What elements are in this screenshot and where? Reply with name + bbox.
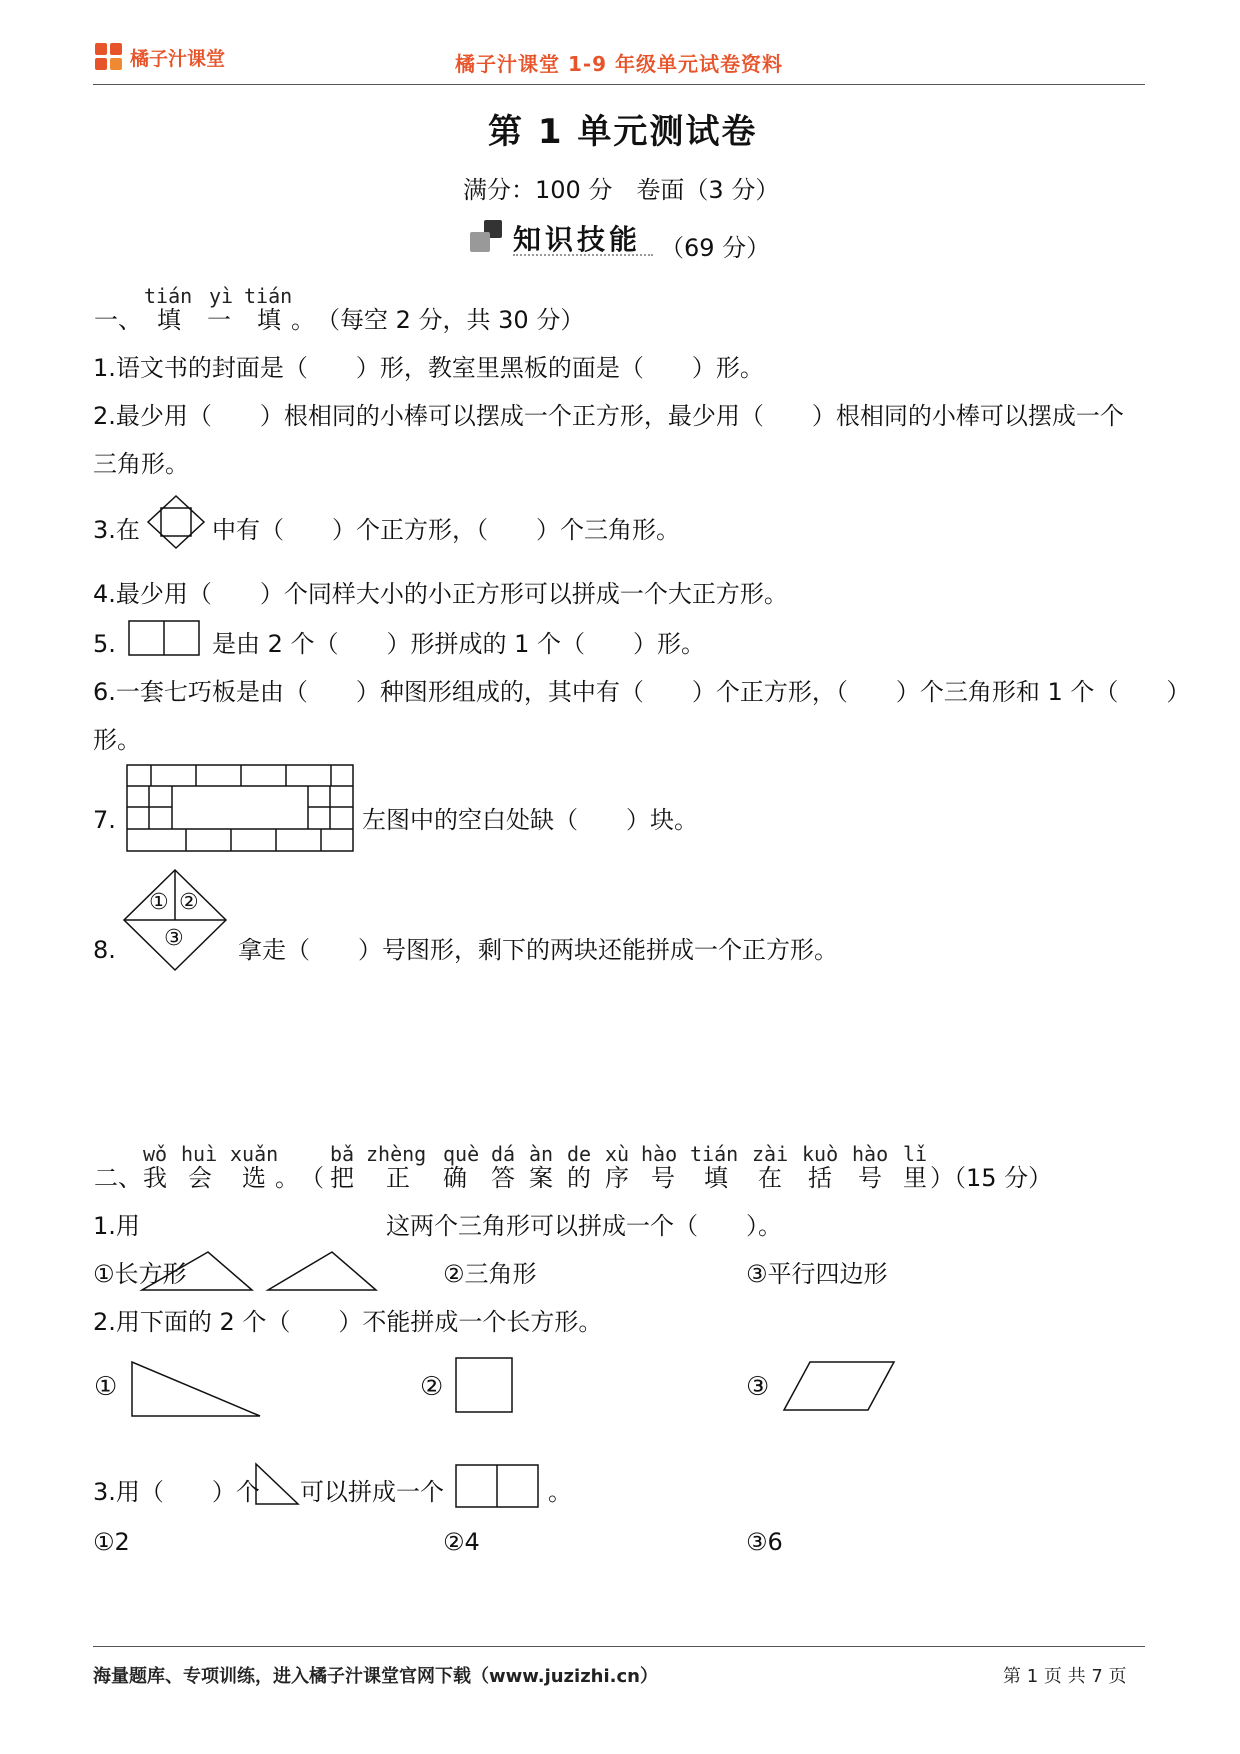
logo-text: 橘子汁课堂 — [130, 48, 226, 70]
q2-2-label-1: ① — [94, 1372, 118, 1402]
part1-heading-char: 一 — [207, 306, 231, 334]
part2-heading-char: 号 — [651, 1164, 675, 1192]
parallelogram-figure — [782, 1360, 896, 1412]
part2-pinyin: xuǎn — [230, 1142, 279, 1166]
option-2-3-a: ①2 — [93, 1528, 130, 1556]
part1-heading-char: 。 — [291, 306, 315, 334]
footer-divider — [93, 1646, 1145, 1647]
part2-heading-char: 号 — [858, 1164, 882, 1192]
part2-heading-char: 的 — [567, 1164, 591, 1192]
orange-logo-icon — [95, 43, 125, 73]
part2-pinyin: dá — [491, 1142, 516, 1166]
part2-heading-char: 我 — [143, 1164, 167, 1192]
page-subtitle: 满分：100 分 卷面（3 分） — [463, 176, 780, 204]
section-badge-label: 知识技能 — [513, 223, 642, 256]
q8-label-2: ② — [179, 890, 199, 915]
part2-pinyin: què — [443, 1142, 480, 1166]
small-triangle-figure — [254, 1462, 300, 1506]
header-divider — [93, 84, 1145, 85]
part2-heading-char: 填 — [704, 1164, 728, 1192]
question-1-6: 6.一套七巧板是由（ ）种图形组成的，其中有（ ）个正方形，（ ）个三角形和 1 个（ ） — [93, 678, 1191, 706]
part2-pinyin: huì — [181, 1142, 218, 1166]
part2-heading-char: 确 — [443, 1164, 467, 1192]
part1-heading-note: （每空 2 分，共 30 分） — [316, 306, 585, 334]
part2-heading-number: 二、 — [94, 1164, 142, 1192]
q2-2-label-3: ③ — [746, 1372, 770, 1402]
two-squares-figure — [455, 1464, 539, 1508]
part2-heading-char: 答 — [491, 1164, 515, 1192]
part2-heading-char: 正 — [386, 1164, 410, 1192]
part2-heading-char: 会 — [188, 1164, 212, 1192]
part1-heading-number: 一、 — [94, 306, 142, 334]
part2-pinyin: bǎ — [330, 1142, 355, 1166]
part2-heading-char: 在 — [758, 1164, 782, 1192]
page-number: 第 1 页 共 7 页 — [1003, 1666, 1127, 1687]
part1-pinyin-1: tián — [144, 284, 193, 308]
part2-heading-score: ）（15 分） — [930, 1164, 1053, 1192]
part1-pinyin-2: yì — [209, 284, 234, 308]
part1-pinyin-3: tián — [244, 284, 293, 308]
question-1-3: 中有（ ）个正方形，（ ）个三角形。 — [212, 516, 680, 544]
part2-pinyin: kuò — [802, 1142, 839, 1166]
question-2-3-a: 3.用（ ）个 — [93, 1478, 260, 1506]
part2-pinyin: xù — [605, 1142, 630, 1166]
part2-pinyin: tián — [690, 1142, 739, 1166]
part1-heading-char: 填 — [157, 306, 181, 334]
square-in-diamond-figure — [146, 494, 206, 550]
question-1-7-prefix: 7. — [93, 806, 116, 834]
section-badge-score: （69 分） — [660, 234, 771, 262]
question-2-1: 这两个三角形可以拼成一个（ ）。 — [386, 1212, 782, 1240]
part2-heading-char: 选 — [242, 1164, 266, 1192]
footer-text: 海量题库、专项训练，进入橘子汁课堂官网下载（www.juzizhi.cn） — [93, 1666, 658, 1687]
question-1-4: 4.最少用（ ）个同样大小的小正方形可以拼成一个大正方形。 — [93, 580, 788, 608]
question-1-1: 1.语文书的封面是（ ）形，教室里黑板的面是（ ）形。 — [93, 354, 764, 382]
right-triangle-figure — [130, 1360, 262, 1418]
two-triangles-figure — [140, 1248, 380, 1292]
option-2-3-b: ②4 — [443, 1528, 480, 1556]
part1-heading-char: 填 — [257, 306, 281, 334]
question-1-5: 是由 2 个（ ）形拼成的 1 个（ ）形。 — [212, 630, 706, 658]
part2-heading-char: 括 — [808, 1164, 832, 1192]
question-1-8-prefix: 8. — [93, 936, 116, 964]
part2-pinyin: wǒ — [143, 1142, 168, 1166]
diamond-three-pieces-figure — [122, 868, 228, 972]
q8-label-1: ① — [149, 890, 169, 915]
part2-pinyin: hào — [852, 1142, 889, 1166]
part2-pinyin: hào — [641, 1142, 678, 1166]
option-2-1-b: ②三角形 — [443, 1260, 537, 1288]
section-badge-underline — [513, 254, 653, 256]
brick-wall-figure — [126, 764, 354, 852]
part2-heading-char: 里 — [903, 1164, 927, 1192]
part2-pinyin: lǐ — [903, 1142, 928, 1166]
part2-pinyin: àn — [529, 1142, 554, 1166]
question-1-5-prefix: 5. — [93, 630, 116, 658]
question-2-2: 2.用下面的 2 个（ ）不能拼成一个长方形。 — [93, 1308, 603, 1336]
question-1-3-prefix: 3.在 — [93, 516, 140, 544]
part2-heading-paren: （ — [300, 1164, 324, 1192]
two-squares-rectangle-figure — [128, 620, 200, 656]
question-1-8: 拿走（ ）号图形，剩下的两块还能拼成一个正方形。 — [238, 936, 838, 964]
option-2-3-c: ③6 — [746, 1528, 783, 1556]
part2-heading-char: 序 — [605, 1164, 629, 1192]
part2-pinyin: zài — [752, 1142, 789, 1166]
page-title: 第 1 单元测试卷 — [488, 112, 758, 152]
question-1-2-cont: 三角形。 — [93, 450, 189, 478]
q2-2-label-2: ② — [420, 1372, 444, 1402]
part2-pinyin: zhèng — [366, 1142, 427, 1166]
part2-heading-char: 案 — [529, 1164, 553, 1192]
part2-pinyin: de — [567, 1142, 592, 1166]
question-2-1-prefix: 1.用 — [93, 1212, 140, 1240]
question-1-2: 2.最少用（ ）根相同的小棒可以摆成一个正方形，最少用（ ）根相同的小棒可以摆成一个 — [93, 402, 1124, 430]
option-2-1-a: ①长方形 — [93, 1260, 187, 1288]
part2-heading-char: 。 — [275, 1164, 299, 1192]
part2-heading-char: 把 — [330, 1164, 354, 1192]
q8-label-3: ③ — [164, 926, 184, 951]
section-badge-icon — [470, 220, 504, 252]
question-1-7: 左图中的空白处缺（ ）块。 — [362, 806, 698, 834]
question-2-3-c: 。 — [548, 1478, 572, 1506]
square-figure — [454, 1356, 514, 1414]
header-title: 橘子汁课堂 1-9 年级单元试卷资料 — [455, 52, 784, 76]
option-2-1-c: ③平行四边形 — [746, 1260, 888, 1288]
question-2-3-b: 可以拼成一个 — [300, 1478, 444, 1506]
question-1-6-cont: 形。 — [93, 726, 141, 754]
